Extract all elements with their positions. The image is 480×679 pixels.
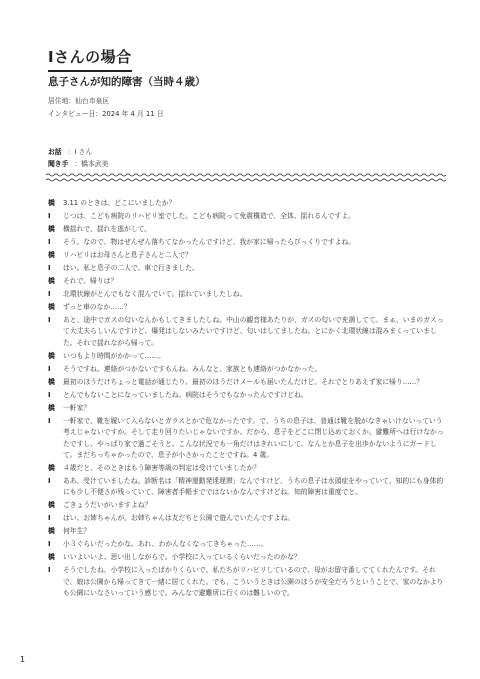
dialogue-turn bbox=[48, 416, 448, 462]
dialogue-turn bbox=[48, 211, 448, 222]
utterance-text: いつもより時間がかかって……。 bbox=[63, 351, 165, 360]
speaker-label: 橋 bbox=[48, 251, 55, 259]
dialogue-turn bbox=[48, 526, 448, 537]
dialogue-turn bbox=[48, 237, 448, 248]
speaker-credit-label: お話 bbox=[48, 148, 62, 156]
dialogue-turn bbox=[48, 302, 448, 313]
utterance-text: ４歳だと、そのときはもう障害等級の判定は受けていましたか？ bbox=[63, 464, 261, 473]
dialogue-turn bbox=[48, 198, 448, 209]
dialogue-turn bbox=[48, 565, 448, 599]
speaker-label: I bbox=[48, 264, 51, 272]
utterance-text: はい。私と息子の二人で、車で行きました。 bbox=[63, 264, 199, 272]
utterance-text: 北環状線がとんでもなく混んでいて。揺れていましたしね。 bbox=[63, 290, 247, 298]
residence-text: 居住地：仙台市泉区 bbox=[48, 97, 110, 105]
speaker-label: I bbox=[48, 364, 51, 373]
utterance-text: そうでしたね、小学校に入ったばかりくらいで、私たちがリハビリしているので、母がお留守番しててくれたんです。それで、娘は公園から帰ってきて一緒に居てくれた。でも、こういうときは公園のほうが安全だろうということで、家のなかよりも公園にいなさいっていう感じで。みんなで避難所に行くのは難しいので。 bbox=[63, 566, 444, 598]
dialogue-turn bbox=[48, 513, 448, 524]
speaker-label: 橋 bbox=[48, 351, 55, 360]
page-number: 1 bbox=[20, 655, 26, 664]
utterance-text: 一軒家で、靴を履いて入らないとガラスとかで危なかったです。で、うちの息子は、普通は靴を脱がなきゃいけないっていう考えじゃないですか。そして走り回りたいじゃないですか。だから、息子をどこに閉じ込めておくか。避難所へは行けなかったですし、やっぱり家で過ごそうと。こんな状況でも一角だけはきれいにして、なんとか息子を出歩かないようにガードして。まだちっちゃかったので、息子が小さかったことですね。4 歳。 bbox=[63, 416, 444, 460]
speaker-label: 橋 bbox=[48, 527, 55, 536]
utterance-text: ああ、受けていましたね。診断名は「精神運動発達遅滞」なんですけど、うちの息子は水頭症をやっていて。知的にも身体的にも少し不便さが残っていて、障害者手帳までではないかなんですけどね。知的障害は重度でと。 bbox=[63, 477, 444, 497]
dialogue-turn bbox=[48, 224, 448, 235]
wavy-divider bbox=[46, 170, 446, 184]
speaker-label: 橋 bbox=[48, 403, 55, 412]
utterance-text: とんでもないことになっていましたね。病院はそうでもなかったんですけどね。 bbox=[63, 390, 308, 399]
speaker-credit bbox=[48, 146, 92, 156]
dialogue-turn bbox=[48, 315, 448, 349]
utterance-text: リハビリはお母さんと息子さんと二人で？ bbox=[63, 251, 192, 259]
utterance-text: いいよいいよ、思い出しながらで。小学校に入っているくらいだったのかな？ bbox=[63, 553, 301, 562]
speaker-label: I bbox=[48, 290, 51, 298]
interview-date-text: インタビュー日：2024 年 4 月 11 日 bbox=[48, 110, 164, 118]
speaker-label: 橋 bbox=[48, 377, 55, 386]
speaker-label: I bbox=[48, 514, 51, 523]
interview-transcript bbox=[48, 198, 448, 601]
utterance-text: はい、お姉ちゃんが。お姉ちゃんは友だちと公園で遊んでいたんですよね。 bbox=[63, 514, 295, 523]
dialogue-turn bbox=[48, 250, 448, 261]
interviewer-credit-value: ：橋本武美 bbox=[74, 160, 109, 168]
dialogue-turn bbox=[48, 403, 448, 414]
dialogue-turn bbox=[48, 276, 448, 287]
dialogue-turn bbox=[48, 263, 448, 274]
page-subtitle: 息子さんが知的障害（当時４歳） bbox=[48, 76, 206, 88]
interviewer-credit bbox=[48, 158, 108, 168]
speaker-label: 橋 bbox=[48, 199, 55, 207]
page-title: Iさんの場合 bbox=[48, 46, 132, 72]
utterance-text: じつは、こども病院のリハビリ室でした。こども病院って免震構造で、全体、揺れるんですよ。 bbox=[63, 212, 355, 220]
utterance-text: あと、途中でガスの匂いなんかもしてきましたしね。中山の観音様あたりが、ガスの匂いで充満してて。まぁ、いまのガスって大丈夫らしいんですけど、爆発はしないみたいですけど、匂いはしてましたね。とにかく北環状線は混みまくっていました。それで揺れながら帰って。 bbox=[63, 316, 444, 347]
dialogue-turn bbox=[48, 390, 448, 401]
utterance-text: そう。なので、物はぜんぜん落ちてなかったんですけど、我が家に帰ったらびっくりですよね。 bbox=[63, 238, 356, 246]
utterance-text: 最初のほうだけちょっと電話が通じたり、最初のほうだけメールも届いたんだけど。それでとりあえず家に帰り……？ bbox=[63, 377, 424, 386]
utterance-text: 3.11 のときは、どこにいましたか？ bbox=[63, 199, 176, 207]
utterance-text: そうですね。連絡がつかないですもんね。みんなと、家族とも連絡がつかなかった。 bbox=[63, 364, 322, 373]
dialogue-turn bbox=[48, 552, 448, 563]
interviewer-credit-label: 聞き手 bbox=[48, 160, 69, 168]
speaker-credit-value: ：I さん bbox=[67, 148, 93, 156]
dialogue-turn bbox=[48, 500, 448, 511]
dialogue-turn bbox=[48, 463, 448, 474]
utterance-text: 横揺れで、揺れを逃がして。 bbox=[63, 225, 152, 233]
utterance-text: ずっと車のなか……？ bbox=[63, 303, 131, 311]
speaker-label: I bbox=[48, 212, 51, 220]
utterance-text: 小３ぐらいだったかな。あれ、わかんなくなってきちゃった……。 bbox=[63, 540, 268, 549]
dialogue-turn bbox=[48, 364, 448, 375]
dialogue-turn bbox=[48, 476, 448, 499]
dialogue-turn bbox=[48, 539, 448, 550]
speaker-label: I bbox=[48, 316, 51, 324]
speaker-label: I bbox=[48, 540, 51, 549]
speaker-label: I bbox=[48, 390, 51, 399]
utterance-text: それで、帰りは？ bbox=[63, 277, 118, 285]
speaker-label: I bbox=[48, 416, 51, 425]
speaker-label: 橋 bbox=[48, 553, 55, 562]
speaker-label: 橋 bbox=[48, 303, 55, 311]
speaker-label: I bbox=[48, 238, 51, 246]
speaker-label: I bbox=[48, 477, 51, 486]
speaker-label: 橋 bbox=[48, 501, 55, 510]
utterance-text: ごきょうだいがいますよね？ bbox=[63, 501, 152, 510]
utterance-text: 何年生？ bbox=[63, 527, 91, 536]
dialogue-turn bbox=[48, 289, 448, 300]
speaker-label: 橋 bbox=[48, 464, 55, 473]
speaker-label: 橋 bbox=[48, 277, 55, 285]
dialogue-turn bbox=[48, 351, 448, 362]
utterance-text: 一軒家？ bbox=[63, 403, 91, 412]
speaker-label: I bbox=[48, 566, 51, 575]
speaker-label: 橋 bbox=[48, 225, 55, 233]
dialogue-turn bbox=[48, 377, 448, 388]
